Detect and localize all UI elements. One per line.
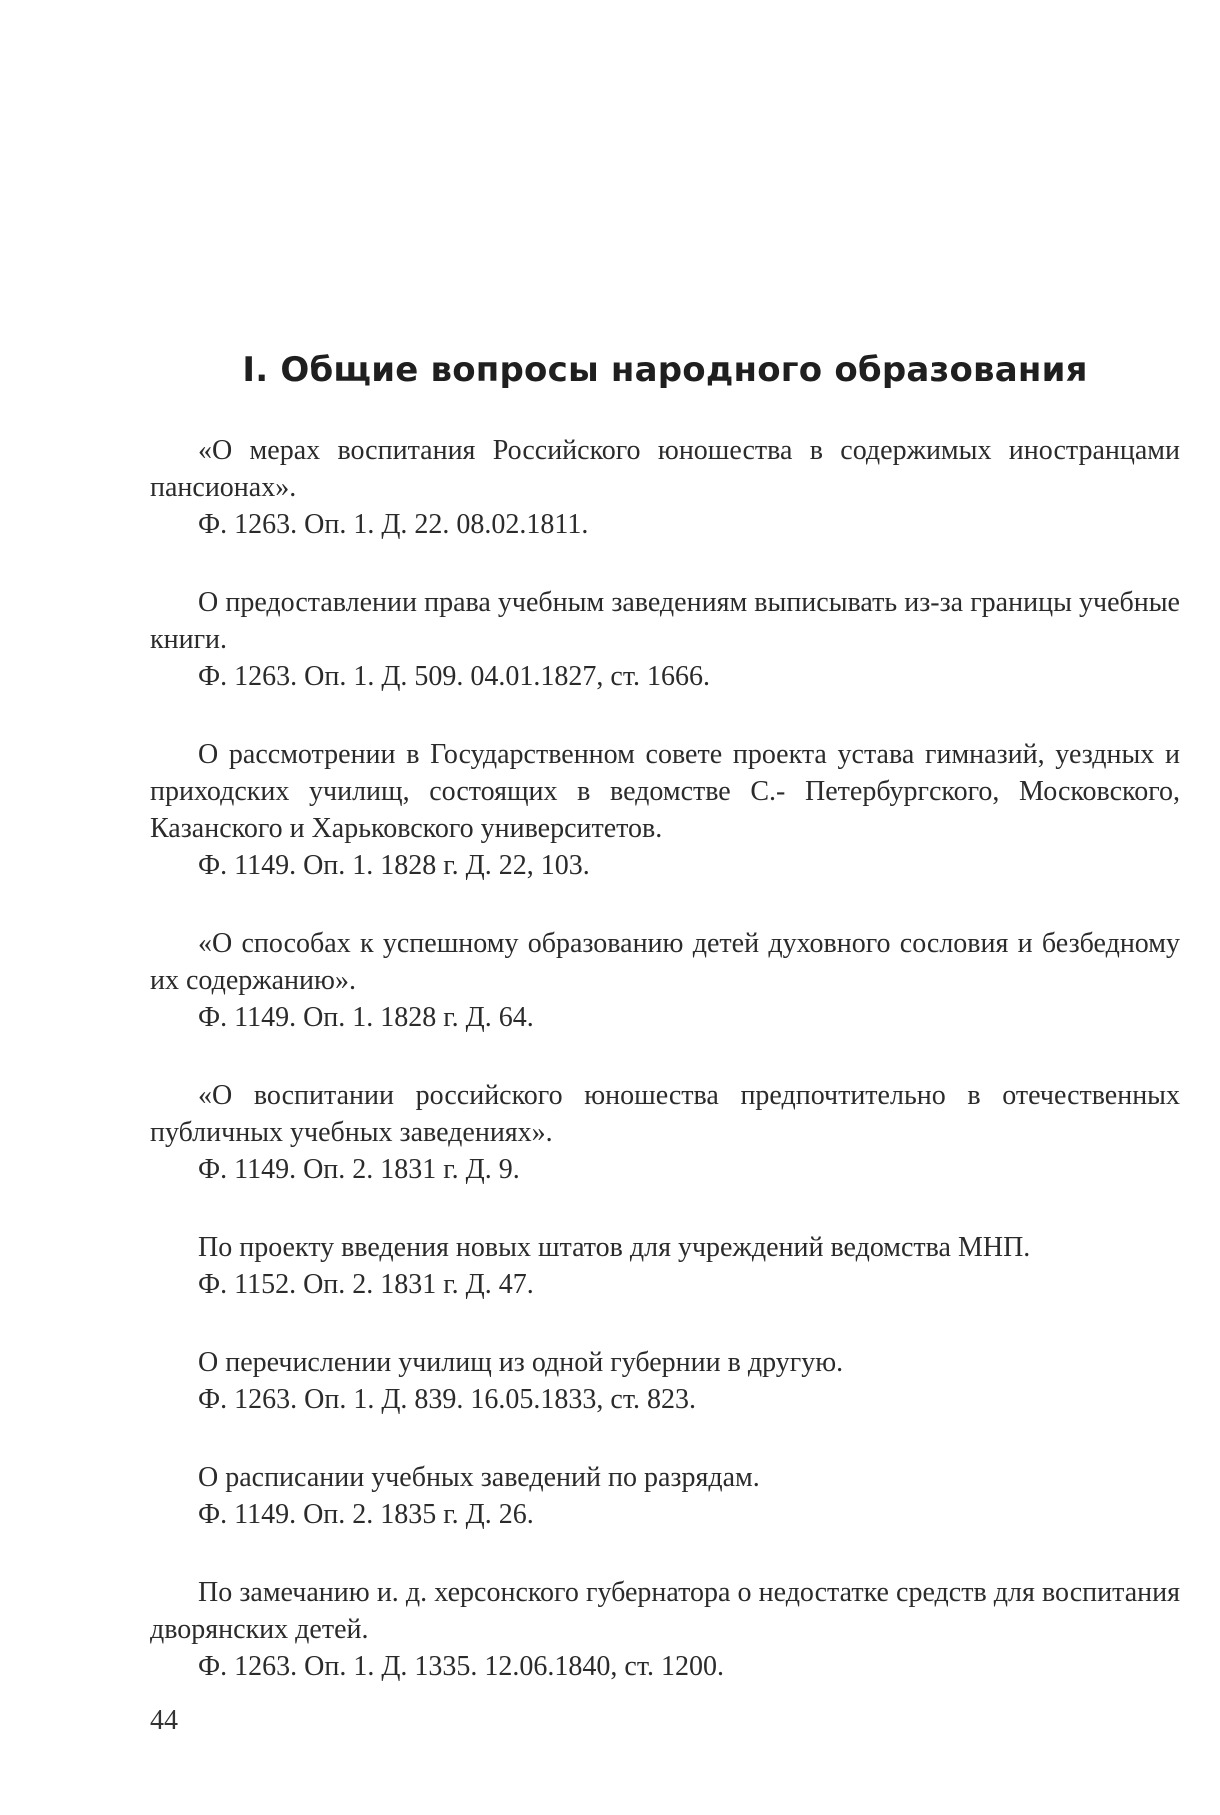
archive-entry — [150, 584, 1180, 695]
entry-reference: Ф. 1149. Оп. 2. 1835 г. Д. 26. — [198, 1499, 534, 1530]
entry-reference: Ф. 1263. Оп. 1. Д. 1335. 12.06.1840, ст. 1200. — [198, 1651, 724, 1682]
archive-entry — [150, 1574, 1180, 1685]
entry-reference: Ф. 1149. Оп. 2. 1831 г. Д. 9. — [198, 1154, 520, 1185]
archive-entry — [150, 1077, 1180, 1188]
entry-title: О перечислении училищ из одной губернии в другую. — [198, 1347, 844, 1378]
entry-title: «О воспитании российского юношества предпочтительно в отечественных публичных учебных заведениях». — [150, 1080, 1180, 1148]
entry-reference: Ф. 1263. Оп. 1. Д. 839. 16.05.1833, ст. 823. — [198, 1384, 696, 1415]
entry-title: По замечанию и. д. херсонского губернатора о недостатке средств для воспитания дворянских детей. — [150, 1577, 1180, 1645]
entry-reference: Ф. 1149. Оп. 1. 1828 г. Д. 22, 103. — [198, 850, 590, 881]
section-title: I. Общие вопросы народного образования — [242, 350, 1088, 390]
entry-title: По проекту введения новых штатов для учреждений ведомства МНП. — [198, 1232, 1031, 1263]
entry-reference: Ф. 1263. Оп. 1. Д. 22. 08.02.1811. — [198, 509, 589, 540]
entry-title: «О мерах воспитания Российского юношества в содержимых иностранцами пансионах». — [150, 435, 1180, 503]
entry-title: «О способах к успешному образованию детей духовного сословия и безбедному их содержанию». — [150, 928, 1180, 996]
archive-entry — [150, 1229, 1180, 1303]
archive-entry — [150, 925, 1180, 1036]
entry-title: О рассмотрении в Государственном совете проекта устава гимназий, уездных и приходских училищ, состоящих в ведомстве С.- Петербургского, Московского, Казанского и Харьковского университетов. — [150, 739, 1180, 844]
entry-reference: Ф. 1149. Оп. 1. 1828 г. Д. 64. — [198, 1002, 534, 1033]
entry-reference: Ф. 1263. Оп. 1. Д. 509. 04.01.1827, ст. 1666. — [198, 661, 710, 692]
archive-entry — [150, 1344, 1180, 1418]
page-number: 44 — [150, 1705, 178, 1736]
archive-entry — [150, 736, 1180, 884]
archive-entry — [150, 1459, 1180, 1533]
archive-entry — [150, 432, 1180, 543]
archive-entry-list — [150, 432, 1180, 1726]
entry-reference: Ф. 1152. Оп. 2. 1831 г. Д. 47. — [198, 1269, 534, 1300]
entry-title: О предоставлении права учебным заведениям выписывать из-за границы учебные книги. — [150, 587, 1180, 655]
entry-title: О расписании учебных заведений по разрядам. — [198, 1462, 760, 1493]
